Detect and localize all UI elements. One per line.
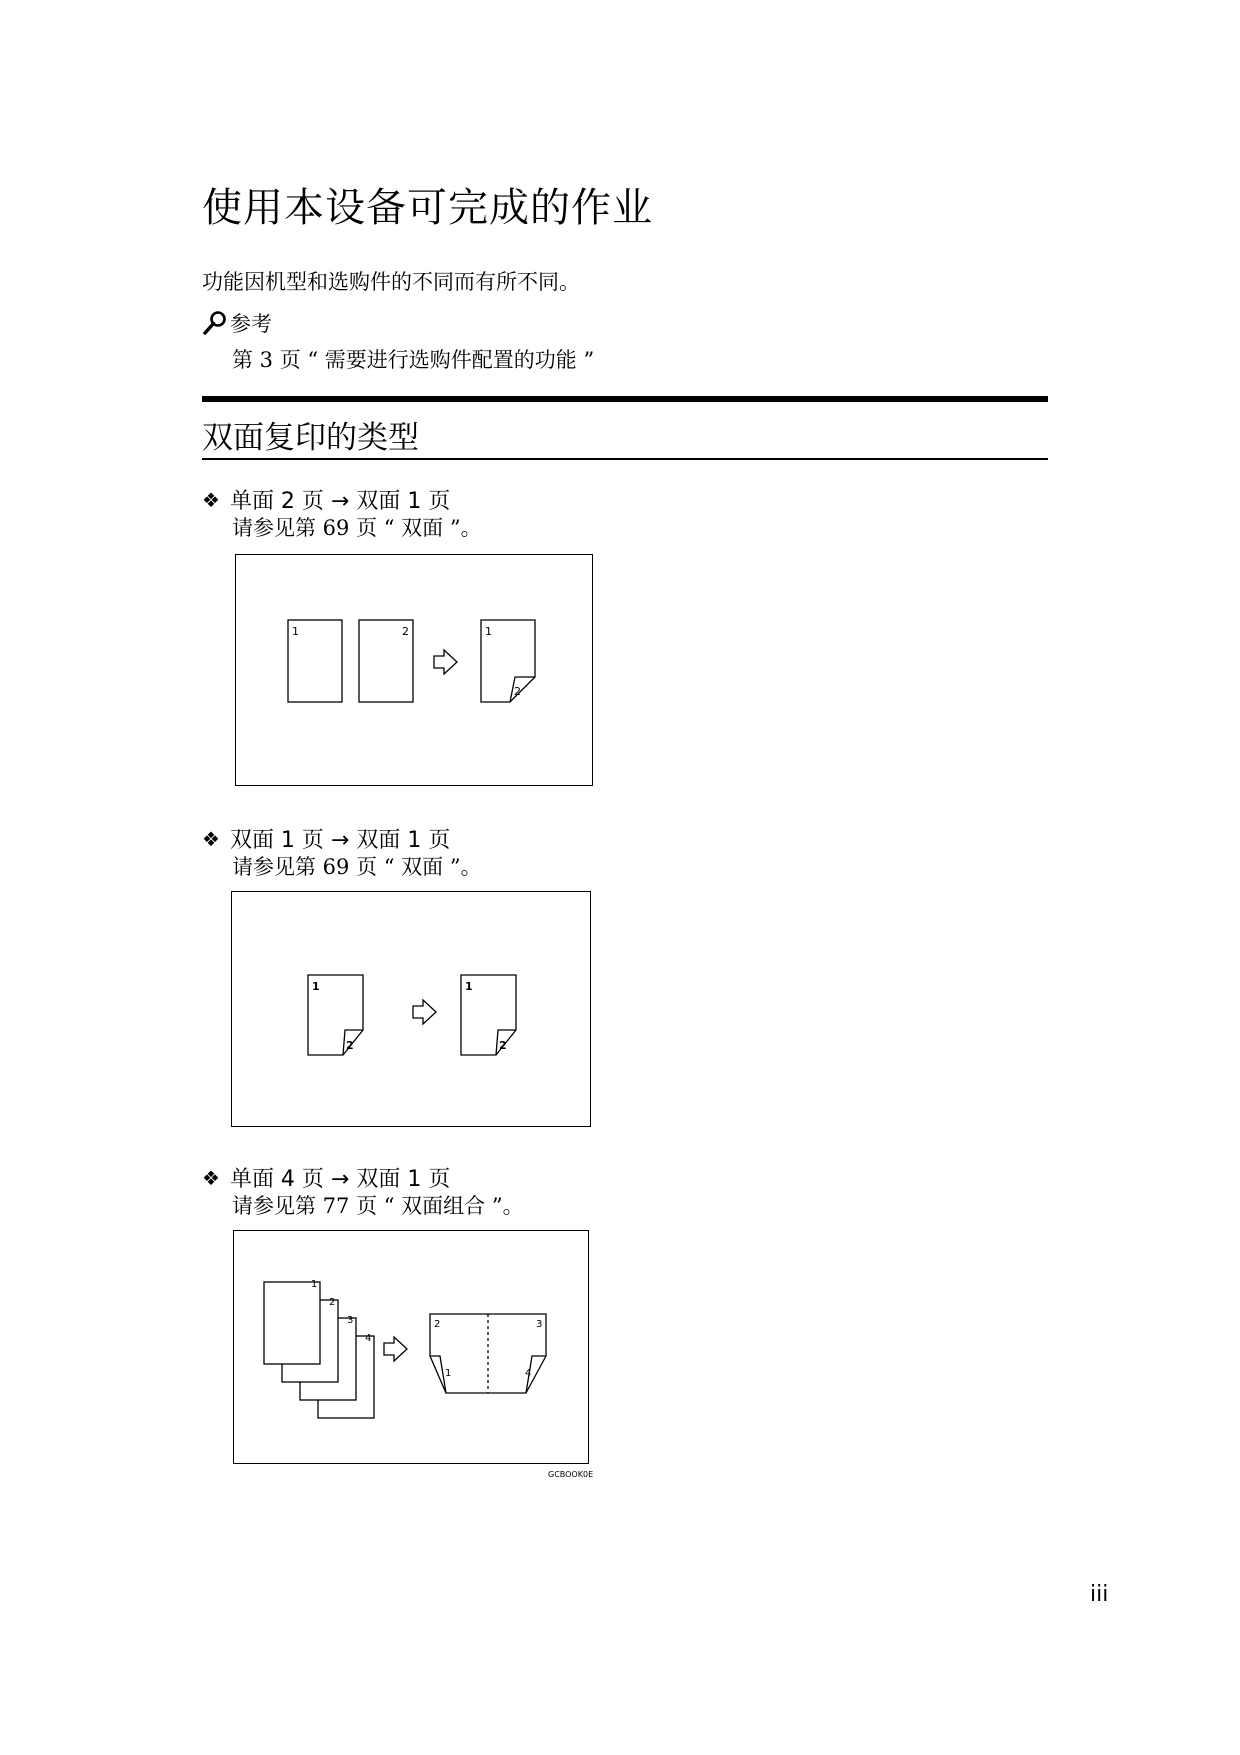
page-title: 使用本设备可完成的作业: [202, 185, 653, 231]
item-reference-link[interactable]: 请参见第 69 页 “ 双面 ”。: [232, 855, 482, 879]
item-reference-link[interactable]: 请参见第 77 页 “ 双面组合 ”。: [232, 1194, 524, 1218]
section-rule-thin: [202, 458, 1048, 460]
note-label: 参考: [230, 312, 272, 336]
intro-text: 功能因机型和选购件的不同而有所不同。: [202, 270, 580, 294]
page-number-label: 2: [434, 1319, 441, 1330]
page-number-label: 2: [514, 685, 521, 698]
item-heading: [202, 1162, 450, 1193]
page-number-label: 1: [445, 1368, 452, 1379]
page-number-label: 1: [485, 625, 492, 638]
page-number: iii: [1090, 1582, 1109, 1607]
page-number-label: 3: [347, 1315, 354, 1326]
item-heading: [202, 484, 450, 515]
item-heading-text: 单面 4 页 → 双面 1 页: [229, 1167, 451, 1192]
item-heading: [202, 823, 450, 854]
page-number-label: 2: [346, 1039, 354, 1052]
figure-id: GCBOOK0E: [548, 1470, 594, 1479]
section-rule-thick: [202, 396, 1048, 402]
magnifier-icon: [202, 310, 228, 336]
item-heading-text: 双面 1 页 → 双面 1 页: [229, 828, 451, 853]
page-number-label: 2: [329, 1297, 336, 1308]
page-number-label: 2: [402, 625, 409, 638]
page-number-label: 1: [311, 1279, 318, 1290]
page-number-label: 4: [365, 1333, 372, 1344]
item-heading-text: 单面 2 页 → 双面 1 页: [229, 489, 451, 514]
figure-duplex-1-to-duplex-1: [231, 891, 591, 1127]
page-number-label: 3: [536, 1319, 543, 1330]
page-number-label: 1: [312, 980, 320, 993]
reference-note: [202, 308, 272, 338]
diamond-bullet-icon: ❖: [202, 826, 220, 851]
page-number-label: 2: [499, 1039, 507, 1052]
figure-simplex-2-to-duplex-1: [235, 554, 593, 786]
page-number-label: 4: [525, 1368, 532, 1379]
diamond-bullet-icon: ❖: [202, 1165, 220, 1190]
page-number-label: 1: [292, 625, 299, 638]
item-reference-link[interactable]: 请参见第 69 页 “ 双面 ”。: [232, 516, 482, 540]
figure-simplex-4-to-duplex-1: [233, 1230, 589, 1464]
note-reference-link[interactable]: 第 3 页 “ 需要进行选购件配置的功能 ”: [232, 348, 595, 372]
diamond-bullet-icon: ❖: [202, 487, 220, 512]
page-number-label: 1: [465, 980, 473, 993]
section-title: 双面复印的类型: [202, 420, 419, 456]
